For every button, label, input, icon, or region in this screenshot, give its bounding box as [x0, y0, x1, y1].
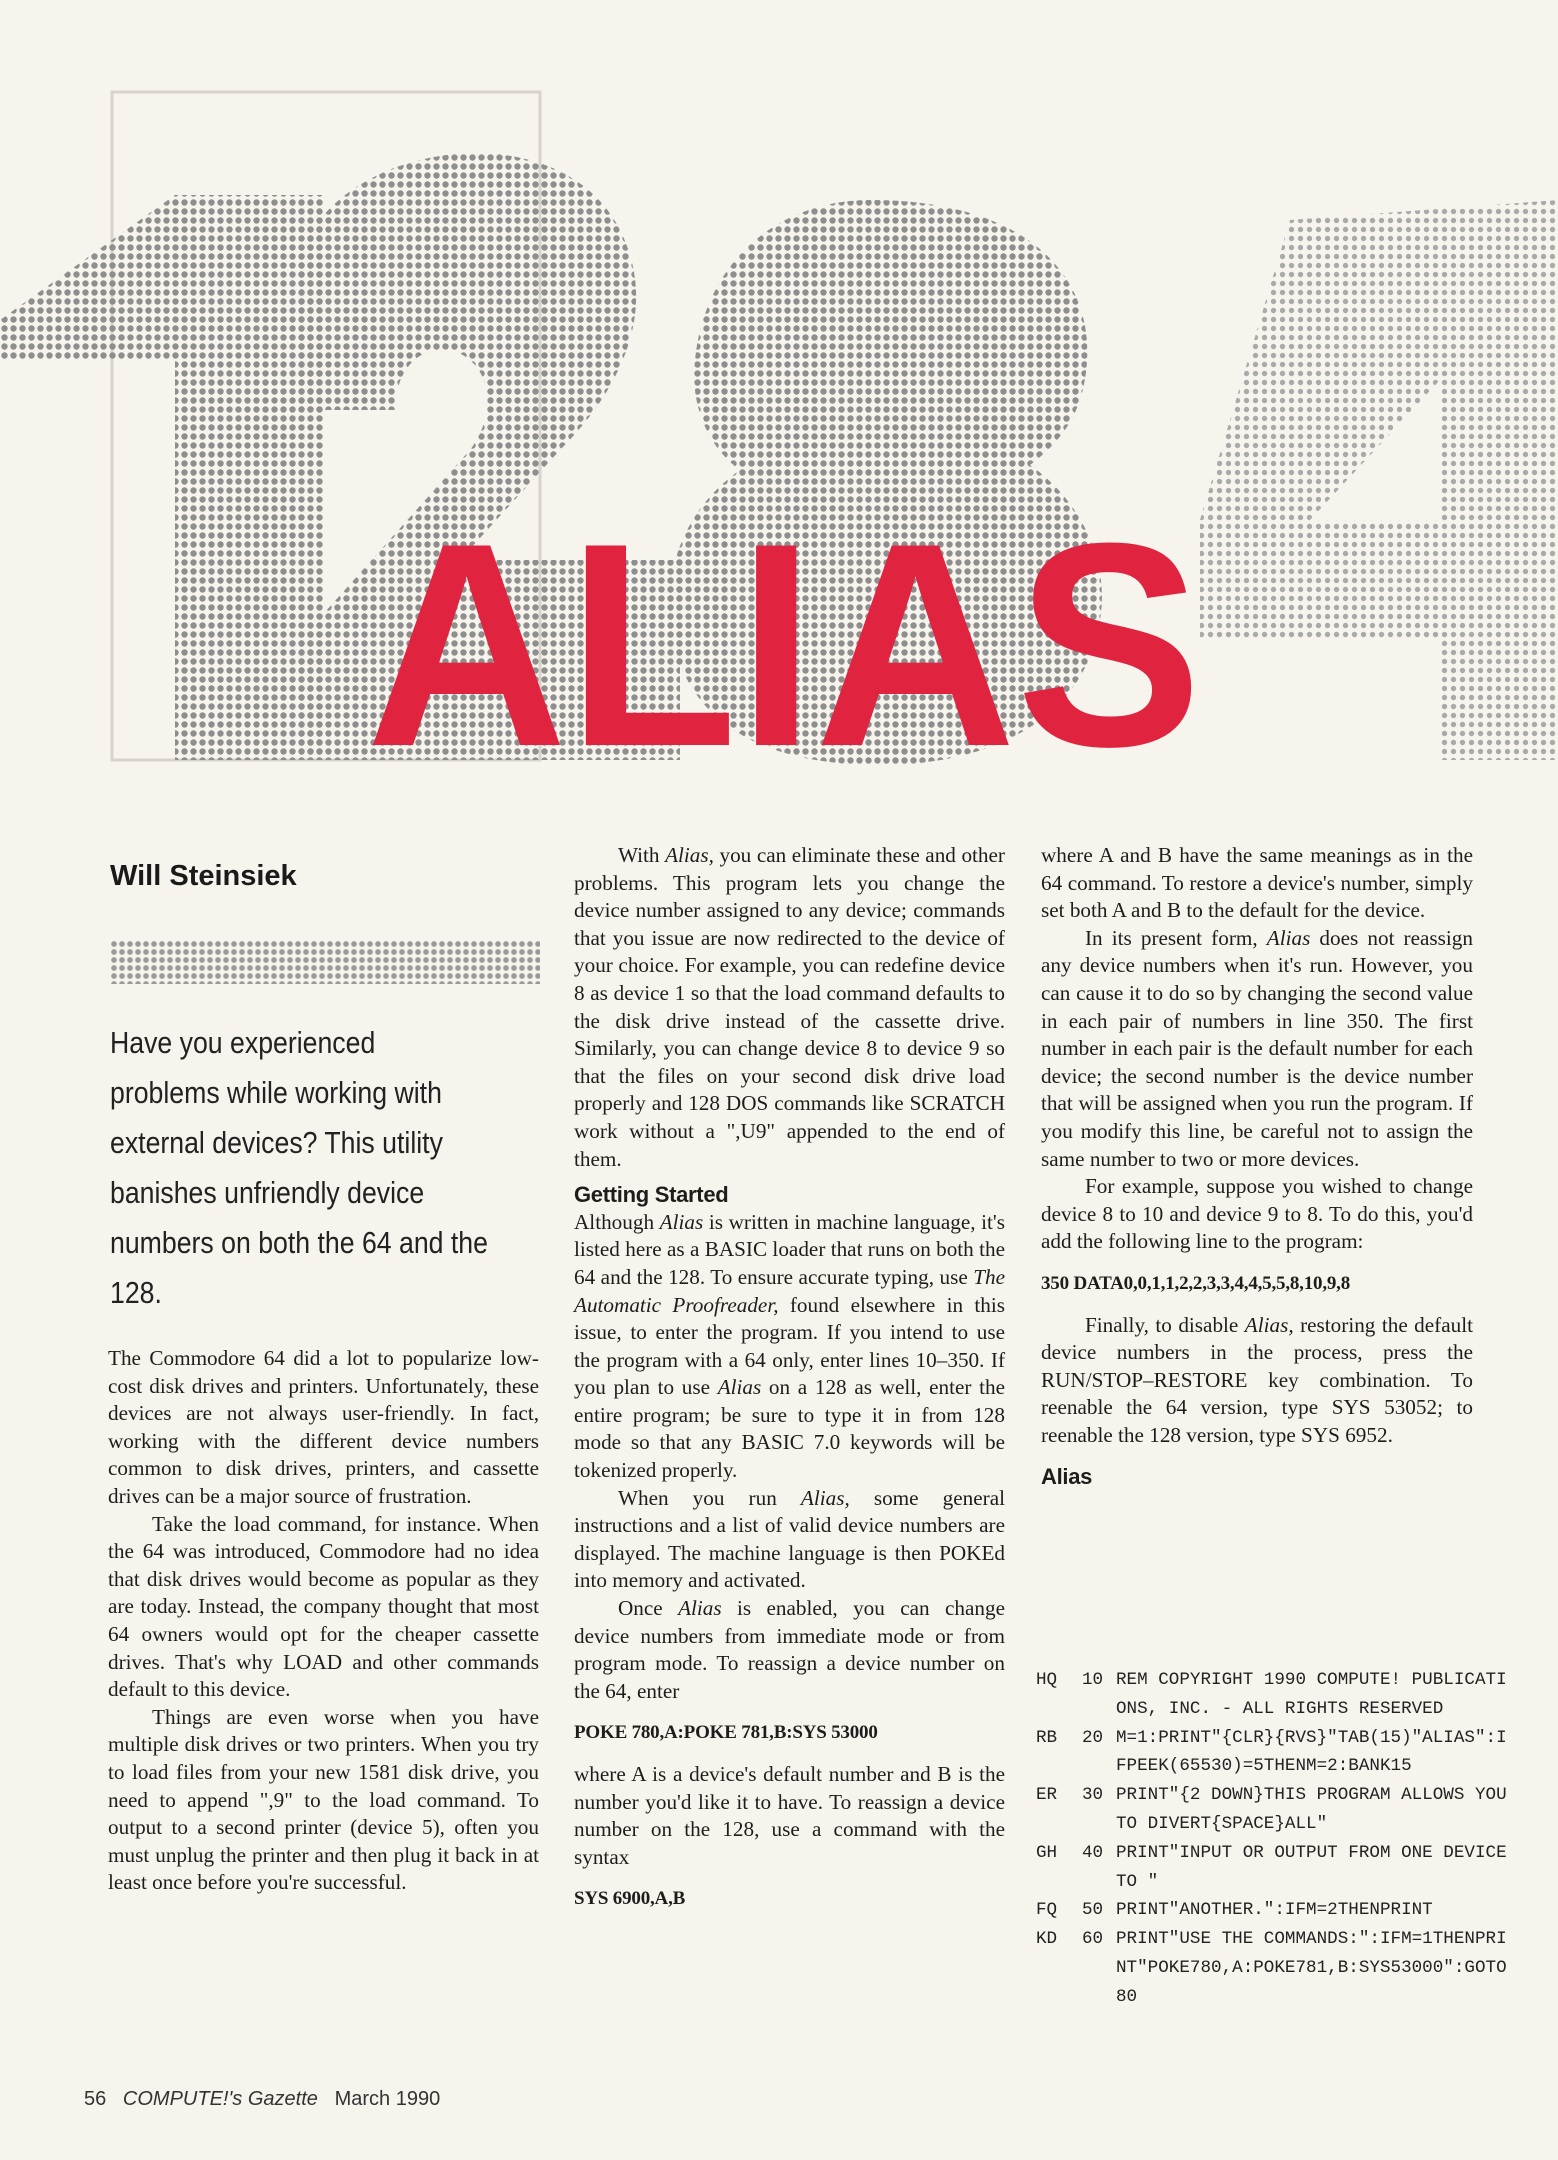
paragraph: Although Alias is written in machine language, it's listed here as a BASIC loader that runs on both the 64 and the 128. To ensure accurate typing, use The Automatic Proofreader, found elsewhere in this issue, to enter the program. If you intend to use the program with a 64 only, enter lines 10–350. If you plan to use Alias on a 128 as well, enter the entire program; be sure to type it in from 128 mode so that any BASIC 7.0 keywords will be tokenized properly.	[574, 1209, 1005, 1483]
paragraph: When you run Alias, some general instructions and a list of valid device numbers are displayed. The machine language is then POKEd into memory and activated.	[574, 1485, 1005, 1593]
line-number: 60	[1082, 1929, 1104, 1950]
article-title: ALIAS	[366, 483, 1202, 800]
page-footer	[84, 2088, 440, 2111]
code-text: PRINT"USE THE COMMANDS:":IFM=1THENPRINT"POKE780,A:POKE781,B:SYS53000":GOTO80	[1116, 1929, 1507, 2007]
code-text: M=1:PRINT"{CLR}{RVS}"TAB(15)"ALIAS":IFPEEK(65530)=5THENM=2:BANK15	[1116, 1727, 1507, 1777]
code-example-64: POKE 780,A:POKE 781,B:SYS 53000	[574, 1722, 878, 1744]
paragraph: where A and B have the same meanings as in the 64 command. To restore a device's number, simply set both A and B to the default for the device.	[1041, 843, 1473, 923]
section-heading: Getting Started	[574, 1182, 729, 1208]
line-number: 40	[1082, 1842, 1104, 1863]
listing-line	[1036, 1896, 1516, 1925]
listing-line	[1036, 1925, 1516, 2011]
checksum: GH	[1036, 1842, 1058, 1863]
code-text: PRINT"INPUT OR OUTPUT FROM ONE DEVICE TO "	[1116, 1842, 1518, 1892]
listing-title: Alias	[1041, 1464, 1093, 1490]
halftone-rule	[110, 940, 540, 984]
issue-date: March 1990	[334, 2088, 441, 2110]
paragraph: where A is a device's default number and B is the number you'd like it to have. To reassign a device number on the 128, use a command with the syntax	[574, 1762, 1005, 1869]
code-example-data-line: 350 DATA0,0,1,1,2,2,3,3,4,4,5,5,8,10,9,8	[1041, 1272, 1351, 1294]
line-number: 10	[1082, 1670, 1104, 1690]
paragraph: Take the load command, for instance. When the 64 was introduced, Commodore had no idea that disk drives would become as popular as they are today. Instead, the company thought that most 64 owners would opt for the cheaper cassette drives. That's why LOAD and other commands default to this device.	[108, 1511, 539, 1702]
column-3	[1041, 842, 1473, 1491]
listing-line	[1036, 1724, 1516, 1782]
line-number: 30	[1082, 1785, 1104, 1806]
paragraph: In its present form, Alias does not reassign any device numbers when it's run. However, you can cause it to do so by changing the second value in each pair of numbers in line 350. The first number in each pair is the default number for each device; the second number is the device number that will be assigned when you run the program. If you modify this line, be careful not to assign the same number to two or more devices.	[1041, 925, 1473, 1171]
code-text: PRINT"{2 DOWN}THIS PROGRAM ALLOWS YOU TO DIVERT{SPACE}ALL"	[1116, 1785, 1518, 1834]
paragraph: Finally, to disable Alias, restoring the default device numbers in the process, press the RUN/STOP–RESTORE key combination. To reenable the 64 version, type SYS 53052; to reenable the 128 version, type SYS 6952.	[1041, 1312, 1473, 1447]
checksum: HQ	[1036, 1670, 1058, 1690]
checksum: FQ	[1036, 1900, 1058, 1921]
paragraph: Things are even worse when you have multiple disk drives or two printers. When you try to load files from your new 1581 disk drive, you need to append ",9" to the load command. To output to a second printer (device 5), often you must unplug the printer and then plug it back in at least once before you're successful.	[108, 1704, 539, 1895]
listing-line	[1036, 1839, 1516, 1897]
paragraph: Once Alias is enabled, you can change device numbers from immediate mode or from program mode. To reassign a device number on the 64, enter	[574, 1596, 1005, 1703]
page-number: 56	[84, 2088, 107, 2110]
listing-line	[1036, 1666, 1516, 1724]
line-number: 20	[1082, 1727, 1104, 1748]
deck: Have you experienced problems while working with external devices? This utility banishes unfriendly device numbers on both the 64 and the 128.	[110, 1025, 488, 1310]
column-1	[108, 1345, 539, 1897]
paragraph: For example, suppose you wished to change device 8 to 10 and device 9 to 8. To do this, you'd add the following line to the program:	[1041, 1174, 1473, 1254]
column-2	[574, 842, 1005, 1927]
paragraph: With Alias, you can eliminate these and other problems. This program lets you change the device number assigned to any device; commands that you issue are now redirected to the device of your choice. For example, you can redefine device 8 as device 1 so that the load command defaults to the disk drive instead of the cassette drive. Similarly, you can change device 8 to device 9 so that the files on your second disk drive load properly and 128 DOS commands like SCRATCH work without a ",U9" appended to the end of them.	[574, 843, 1005, 1171]
code-text: PRINT"ANOTHER.":IFM=2THENPRINT	[1116, 1900, 1433, 1921]
checksum: RB	[1036, 1727, 1058, 1748]
line-number: 50	[1082, 1900, 1104, 1921]
checksum: KD	[1036, 1929, 1058, 1950]
code-text: REM COPYRIGHT 1990 COMPUTE! PUBLICATIONS, INC. - ALL RIGHTS RESERVED	[1116, 1670, 1507, 1719]
magazine-name: COMPUTE!'s Gazette	[122, 2088, 318, 2110]
title-art	[0, 0, 1558, 800]
checksum: ER	[1036, 1785, 1058, 1806]
code-example-128: SYS 6900,A,B	[574, 1888, 686, 1910]
byline: Will Steinsiek	[110, 860, 297, 892]
paragraph: The Commodore 64 did a lot to popularize low-cost disk drives and printers. Unfortunately, these devices are not always user-friendly. In fact, working with the different device numbers common to disk drives, printers, and cassette drives can be a major source of frustration.	[108, 1346, 539, 1508]
program-listing	[1036, 1666, 1516, 2012]
listing-line	[1036, 1781, 1516, 1839]
